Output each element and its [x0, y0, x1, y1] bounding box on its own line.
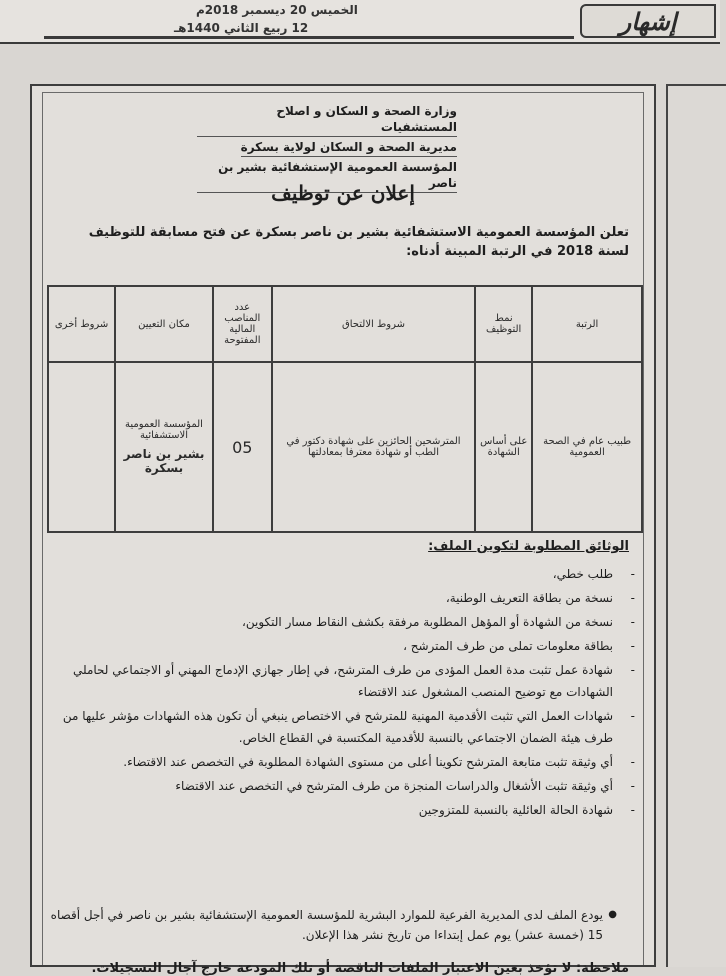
gregorian-date: الخميس 20 ديسمبر 2018م [196, 3, 358, 17]
header-conditions: شروط الالتحاق [272, 286, 475, 362]
cell-rank: طبيب عام في الصحة العمومية [532, 362, 642, 532]
cell-conditions: المترشحين الحائزين على شهادة دكتور في الطب أو شهادة معترفا بمعادلتها [272, 362, 475, 532]
table-row [48, 362, 642, 532]
list-item: - أي وثيقة تثبت متابعة المترشح تكوينا أعلى من مستوى الشهادة المطلوبة في التخصص عند الاقتضاء. [123, 755, 635, 769]
ministry-line: وزارة الصحة و السكان و اصلاح المستشفيات [197, 103, 457, 137]
cell-mode: على أساس الشهادة [475, 362, 532, 532]
closing-note: ملاحظة: لا تؤخذ بعين الاعتبار الملفات الناقصة أو تلك المودعة خارج آجال التسجيلات. [91, 961, 629, 976]
list-item: - أي وثيقة تثبت الأشغال والدراسات المنجزة من طرف المترشح في التخصص عند الاقتضاء [175, 779, 635, 793]
institution-line: المؤسسة العمومية الإستشفائية بشير بن ناصر [197, 159, 457, 193]
header-count: عدد المناصب المالية المفتوحة [213, 286, 272, 362]
list-item: - طلب خطي، [552, 567, 635, 581]
table-header-row [48, 286, 642, 362]
list-item: - شهادة عمل تثبت مدة العمل المؤدى من طرف المترشح، في إطار جهازي الإدماج المهني أو الاجتماعي لحاملي الشهادات مع توضيح المنصب المشغول عند الاقتضاء [72, 663, 635, 699]
positions-table [47, 285, 643, 533]
newspaper-masthead [0, 0, 720, 44]
cell-other [48, 362, 115, 532]
announcement-frame [42, 92, 644, 976]
cell-place [115, 362, 213, 532]
list-item: - شهادات العمل التي تثبت الأقدمية المهنية للمترشح في الاختصاص ينبغي أن تكون هذه الشهادات مؤشر عليها من طرف هيئة الضمان الاجتماعي بالنسبة للأقدمية المكتسبة في القطاع الخاص. [62, 709, 635, 745]
list-item: - نسخة من الشهادة أو المؤهل المطلوبة مرفقة بكشف النقاط مسار التكوين، [241, 615, 635, 629]
list-item: - نسخة من بطاقة التعريف الوطنية، [445, 591, 635, 605]
hijri-date: 12 ربيع الثاني 1440هـ [174, 21, 309, 35]
recruitment-announcement [30, 84, 656, 976]
place-bold-text: بشير بن ناصر بسكرة [123, 447, 205, 475]
announcement-intro: تعلن المؤسسة العمومية الاستشفائية بشير بن ناصر بسكرة عن فتح مسابقة للتوظيف لسنة 2018 في الرتبة المبينة أدناه: [88, 225, 629, 259]
list-item: - شهادة الحالة العائلية بالنسبة للمتزوجين [418, 803, 635, 817]
documents-list [47, 563, 635, 823]
header-rank: الرتبة [532, 286, 642, 362]
documents-title: الوثائق المطلوبة لتكوين الملف: [428, 539, 629, 554]
header-place: مكان التعيين [115, 286, 213, 362]
masthead-rule [44, 36, 574, 39]
header-other: شروط أخرى [48, 286, 115, 362]
deposit-instructions: ● يودع الملف لدى المديرية الفرعية للموارد البشرية للمؤسسة العمومية الإستشفائية بشير بن ناصر في أجل أقصاه 15 (خمسة عشر) يوم عمل إبتداءا من تاريخ نشر هذا الإعلان. [47, 905, 603, 945]
adjacent-column-edge [666, 84, 726, 967]
section-brand: إشهار [580, 4, 716, 38]
announcement-title: إعلان عن توظيف [271, 181, 415, 205]
cell-count: 05 [213, 362, 272, 532]
bullet-icon: ● [608, 909, 617, 920]
list-item: - بطاقة معلومات تملى من طرف المترشح ، [403, 639, 635, 653]
place-text: المؤسسة العمومية الاستشفائية [125, 419, 203, 441]
directorate-line: مديرية الصحة و السكان لولاية بسكرة [241, 139, 457, 157]
header-mode: نمط التوظيف [475, 286, 532, 362]
